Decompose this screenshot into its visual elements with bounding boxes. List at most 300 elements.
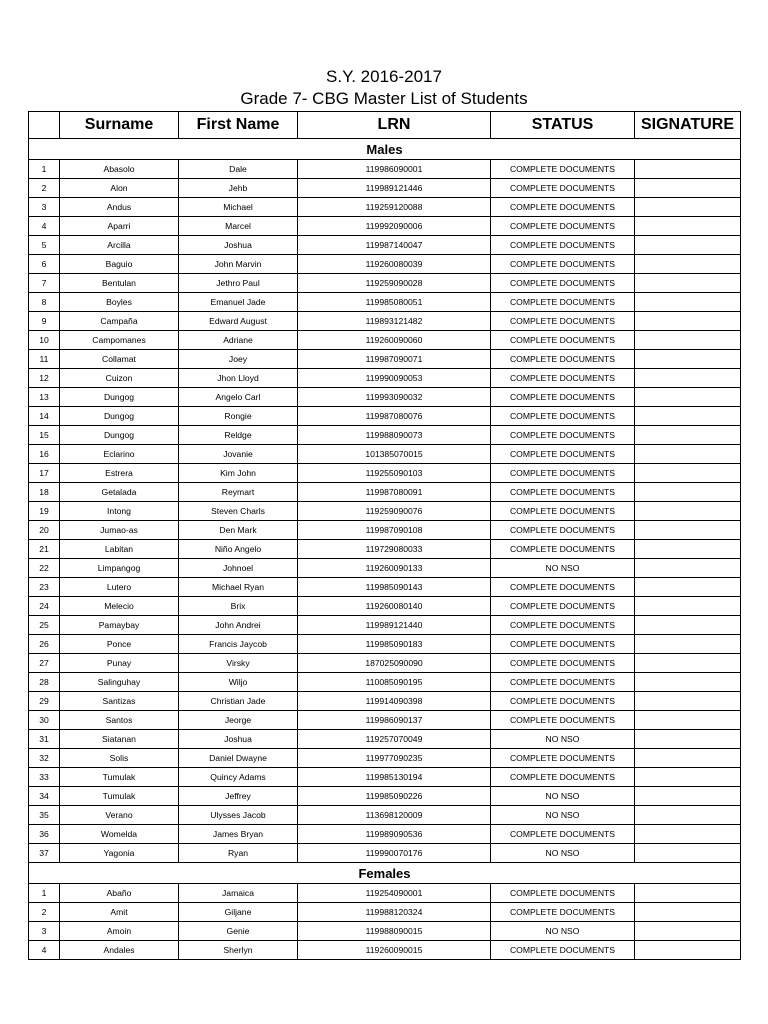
cell-lrn: 119992090006	[298, 217, 491, 236]
table-row	[29, 312, 741, 331]
cell-number: 12	[29, 369, 60, 388]
cell-first-name: Emanuel Jade	[179, 293, 298, 312]
cell-lrn: 119986090001	[298, 160, 491, 179]
cell-status: COMPLETE DOCUMENTS	[491, 293, 635, 312]
cell-surname: Campaña	[60, 312, 179, 331]
cell-number: 1	[29, 884, 60, 903]
section-row-males	[29, 139, 741, 160]
cell-number: 11	[29, 350, 60, 369]
cell-lrn: 119993090032	[298, 388, 491, 407]
cell-number: 16	[29, 445, 60, 464]
cell-number: 27	[29, 654, 60, 673]
cell-first-name: Christian Jade	[179, 692, 298, 711]
cell-surname: Dungog	[60, 426, 179, 445]
cell-lrn: 119260090133	[298, 559, 491, 578]
cell-signature	[635, 331, 741, 350]
cell-lrn: 119987090071	[298, 350, 491, 369]
cell-signature	[635, 426, 741, 445]
table-row	[29, 445, 741, 464]
cell-lrn: 113698120009	[298, 806, 491, 825]
cell-status: COMPLETE DOCUMENTS	[491, 255, 635, 274]
cell-first-name: Steven Charls	[179, 502, 298, 521]
table-row	[29, 941, 741, 960]
cell-status: COMPLETE DOCUMENTS	[491, 578, 635, 597]
table-row	[29, 502, 741, 521]
cell-signature	[635, 483, 741, 502]
cell-number: 34	[29, 787, 60, 806]
cell-lrn: 119260080039	[298, 255, 491, 274]
table-row	[29, 730, 741, 749]
cell-number: 37	[29, 844, 60, 863]
table-row	[29, 597, 741, 616]
table-row	[29, 521, 741, 540]
cell-signature	[635, 749, 741, 768]
cell-first-name: Niño Angelo	[179, 540, 298, 559]
cell-lrn: 187025090090	[298, 654, 491, 673]
table-row	[29, 635, 741, 654]
cell-lrn: 101385070015	[298, 445, 491, 464]
cell-first-name: Adriane	[179, 331, 298, 350]
cell-number: 1	[29, 160, 60, 179]
cell-status: COMPLETE DOCUMENTS	[491, 426, 635, 445]
table-row	[29, 787, 741, 806]
cell-lrn: 119988090015	[298, 922, 491, 941]
col-header-status: STATUS	[491, 112, 635, 139]
cell-first-name: Den Mark	[179, 521, 298, 540]
col-header-first-name: First Name	[179, 112, 298, 139]
cell-status: COMPLETE DOCUMENTS	[491, 179, 635, 198]
cell-status: COMPLETE DOCUMENTS	[491, 521, 635, 540]
cell-first-name: John Andrei	[179, 616, 298, 635]
cell-lrn: 119985090183	[298, 635, 491, 654]
cell-number: 13	[29, 388, 60, 407]
cell-status: COMPLETE DOCUMENTS	[491, 445, 635, 464]
cell-first-name: James Bryan	[179, 825, 298, 844]
table-row	[29, 293, 741, 312]
cell-surname: Amit	[60, 903, 179, 922]
cell-signature	[635, 198, 741, 217]
cell-signature	[635, 236, 741, 255]
cell-status: NO NSO	[491, 730, 635, 749]
cell-surname: Aparri	[60, 217, 179, 236]
master-list-title: Grade 7- CBG Master List of Students	[240, 89, 528, 108]
cell-number: 24	[29, 597, 60, 616]
school-year-title: S.Y. 2016-2017	[326, 67, 442, 86]
table-row	[29, 350, 741, 369]
cell-signature	[635, 350, 741, 369]
cell-number: 30	[29, 711, 60, 730]
table-row	[29, 407, 741, 426]
table-row	[29, 692, 741, 711]
cell-surname: Yagonia	[60, 844, 179, 863]
cell-status: COMPLETE DOCUMENTS	[491, 749, 635, 768]
cell-number: 21	[29, 540, 60, 559]
cell-signature	[635, 502, 741, 521]
cell-surname: Campomanes	[60, 331, 179, 350]
cell-first-name: Wiljo	[179, 673, 298, 692]
cell-surname: Baguio	[60, 255, 179, 274]
cell-number: 9	[29, 312, 60, 331]
cell-signature	[635, 255, 741, 274]
table-row	[29, 369, 741, 388]
cell-number: 29	[29, 692, 60, 711]
cell-first-name: Ryan	[179, 844, 298, 863]
cell-first-name: Reymart	[179, 483, 298, 502]
cell-surname: Siatanan	[60, 730, 179, 749]
cell-first-name: Reldge	[179, 426, 298, 445]
table-row	[29, 922, 741, 941]
cell-number: 2	[29, 903, 60, 922]
cell-status: NO NSO	[491, 844, 635, 863]
cell-signature	[635, 293, 741, 312]
cell-lrn: 119985090143	[298, 578, 491, 597]
table-row	[29, 654, 741, 673]
cell-surname: Ponce	[60, 635, 179, 654]
cell-signature	[635, 407, 741, 426]
cell-number: 28	[29, 673, 60, 692]
table-row	[29, 255, 741, 274]
cell-first-name: Joshua	[179, 730, 298, 749]
cell-status: COMPLETE DOCUMENTS	[491, 331, 635, 350]
cell-status: COMPLETE DOCUMENTS	[491, 236, 635, 255]
table-row	[29, 806, 741, 825]
cell-surname: Cuizon	[60, 369, 179, 388]
cell-signature	[635, 217, 741, 236]
cell-lrn: 119259120088	[298, 198, 491, 217]
cell-lrn: 119990090053	[298, 369, 491, 388]
cell-surname: Boyles	[60, 293, 179, 312]
table-row	[29, 388, 741, 407]
cell-status: COMPLETE DOCUMENTS	[491, 312, 635, 331]
table-row	[29, 711, 741, 730]
cell-status: COMPLETE DOCUMENTS	[491, 597, 635, 616]
cell-number: 15	[29, 426, 60, 445]
cell-first-name: Joshua	[179, 236, 298, 255]
cell-status: COMPLETE DOCUMENTS	[491, 483, 635, 502]
cell-surname: Tumulak	[60, 787, 179, 806]
cell-surname: Tumulak	[60, 768, 179, 787]
cell-first-name: Jethro Paul	[179, 274, 298, 293]
cell-status: COMPLETE DOCUMENTS	[491, 502, 635, 521]
cell-surname: Abaño	[60, 884, 179, 903]
cell-surname: Womelda	[60, 825, 179, 844]
cell-surname: Punay	[60, 654, 179, 673]
cell-status: COMPLETE DOCUMENTS	[491, 635, 635, 654]
cell-first-name: Daniel Dwayne	[179, 749, 298, 768]
cell-surname: Santos	[60, 711, 179, 730]
cell-surname: Solis	[60, 749, 179, 768]
cell-lrn: 119987080091	[298, 483, 491, 502]
cell-lrn: 119987080076	[298, 407, 491, 426]
cell-surname: Pamaybay	[60, 616, 179, 635]
cell-first-name: Jhon Lloyd	[179, 369, 298, 388]
cell-first-name: Michael	[179, 198, 298, 217]
cell-lrn: 119260090060	[298, 331, 491, 350]
cell-surname: Getalada	[60, 483, 179, 502]
cell-surname: Alon	[60, 179, 179, 198]
header-row	[29, 112, 741, 139]
table-row	[29, 179, 741, 198]
table-row	[29, 217, 741, 236]
table-row	[29, 540, 741, 559]
cell-surname: Bentulan	[60, 274, 179, 293]
cell-number: 14	[29, 407, 60, 426]
cell-surname: Abasolo	[60, 160, 179, 179]
section-row-females	[29, 863, 741, 884]
cell-surname: Andus	[60, 198, 179, 217]
cell-status: COMPLETE DOCUMENTS	[491, 825, 635, 844]
cell-first-name: Genie	[179, 922, 298, 941]
cell-signature	[635, 445, 741, 464]
col-header-number	[29, 112, 60, 139]
cell-lrn: 119988090073	[298, 426, 491, 445]
table-row	[29, 673, 741, 692]
cell-surname: Andales	[60, 941, 179, 960]
cell-lrn: 119259090076	[298, 502, 491, 521]
cell-first-name: Ulysses Jacob	[179, 806, 298, 825]
table-row	[29, 331, 741, 350]
table-row	[29, 483, 741, 502]
table-body	[29, 139, 741, 960]
cell-signature	[635, 825, 741, 844]
table-row	[29, 426, 741, 445]
table-row	[29, 559, 741, 578]
cell-surname: Melecio	[60, 597, 179, 616]
cell-number: 20	[29, 521, 60, 540]
cell-lrn: 119987090108	[298, 521, 491, 540]
cell-status: COMPLETE DOCUMENTS	[491, 673, 635, 692]
cell-first-name: John Marvin	[179, 255, 298, 274]
cell-first-name: Edward August	[179, 312, 298, 331]
cell-signature	[635, 903, 741, 922]
cell-surname: Salinguhay	[60, 673, 179, 692]
cell-lrn: 110085090195	[298, 673, 491, 692]
cell-signature	[635, 711, 741, 730]
cell-first-name: Rongie	[179, 407, 298, 426]
cell-status: COMPLETE DOCUMENTS	[491, 274, 635, 293]
cell-surname: Intong	[60, 502, 179, 521]
cell-number: 8	[29, 293, 60, 312]
cell-signature	[635, 692, 741, 711]
cell-signature	[635, 616, 741, 635]
cell-status: COMPLETE DOCUMENTS	[491, 369, 635, 388]
cell-surname: Jumao-as	[60, 521, 179, 540]
cell-number: 25	[29, 616, 60, 635]
table-row	[29, 844, 741, 863]
cell-first-name: Angelo Carl	[179, 388, 298, 407]
cell-signature	[635, 312, 741, 331]
cell-signature	[635, 464, 741, 483]
cell-first-name: Johnoel	[179, 559, 298, 578]
cell-signature	[635, 274, 741, 293]
cell-status: COMPLETE DOCUMENTS	[491, 388, 635, 407]
table-row	[29, 884, 741, 903]
cell-status: COMPLETE DOCUMENTS	[491, 616, 635, 635]
cell-lrn: 119260090015	[298, 941, 491, 960]
cell-lrn: 119985090226	[298, 787, 491, 806]
cell-number: 17	[29, 464, 60, 483]
cell-number: 6	[29, 255, 60, 274]
cell-status: COMPLETE DOCUMENTS	[491, 941, 635, 960]
cell-signature	[635, 540, 741, 559]
cell-lrn: 119260080140	[298, 597, 491, 616]
cell-surname: Verano	[60, 806, 179, 825]
cell-first-name: Giljane	[179, 903, 298, 922]
cell-lrn: 119989121446	[298, 179, 491, 198]
cell-number: 2	[29, 179, 60, 198]
cell-number: 10	[29, 331, 60, 350]
cell-status: NO NSO	[491, 922, 635, 941]
cell-status: COMPLETE DOCUMENTS	[491, 540, 635, 559]
cell-status: COMPLETE DOCUMENTS	[491, 217, 635, 236]
cell-signature	[635, 160, 741, 179]
cell-status: COMPLETE DOCUMENTS	[491, 903, 635, 922]
table-row	[29, 198, 741, 217]
cell-status: COMPLETE DOCUMENTS	[491, 464, 635, 483]
cell-lrn: 119985130194	[298, 768, 491, 787]
cell-status: NO NSO	[491, 806, 635, 825]
cell-surname: Collamat	[60, 350, 179, 369]
cell-number: 19	[29, 502, 60, 521]
cell-surname: Dungog	[60, 407, 179, 426]
cell-lrn: 119986090137	[298, 711, 491, 730]
table-row	[29, 236, 741, 255]
col-header-surname: Surname	[60, 112, 179, 139]
section-label: Males	[29, 139, 741, 160]
cell-signature	[635, 578, 741, 597]
cell-status: COMPLETE DOCUMENTS	[491, 711, 635, 730]
cell-signature	[635, 654, 741, 673]
cell-surname: Labitan	[60, 540, 179, 559]
cell-signature	[635, 521, 741, 540]
cell-number: 4	[29, 941, 60, 960]
cell-first-name: Jehb	[179, 179, 298, 198]
cell-number: 22	[29, 559, 60, 578]
cell-lrn: 119987140047	[298, 236, 491, 255]
cell-lrn: 119989090536	[298, 825, 491, 844]
cell-lrn: 119914090398	[298, 692, 491, 711]
table-row	[29, 160, 741, 179]
cell-number: 26	[29, 635, 60, 654]
cell-signature	[635, 369, 741, 388]
cell-signature	[635, 787, 741, 806]
cell-status: COMPLETE DOCUMENTS	[491, 160, 635, 179]
cell-signature	[635, 768, 741, 787]
cell-signature	[635, 884, 741, 903]
table-row	[29, 464, 741, 483]
cell-status: COMPLETE DOCUMENTS	[491, 654, 635, 673]
col-header-lrn: LRN	[298, 112, 491, 139]
cell-first-name: Jovanie	[179, 445, 298, 464]
cell-status: NO NSO	[491, 559, 635, 578]
cell-surname: Lutero	[60, 578, 179, 597]
cell-surname: Dungog	[60, 388, 179, 407]
table-row	[29, 825, 741, 844]
cell-first-name: Dale	[179, 160, 298, 179]
section-label: Females	[29, 863, 741, 884]
cell-lrn: 119255090103	[298, 464, 491, 483]
cell-first-name: Brix	[179, 597, 298, 616]
cell-status: COMPLETE DOCUMENTS	[491, 692, 635, 711]
cell-status: COMPLETE DOCUMENTS	[491, 350, 635, 369]
cell-number: 32	[29, 749, 60, 768]
cell-surname: Santizas	[60, 692, 179, 711]
cell-surname: Limpangog	[60, 559, 179, 578]
cell-first-name: Michael Ryan	[179, 578, 298, 597]
cell-status: COMPLETE DOCUMENTS	[491, 884, 635, 903]
cell-signature	[635, 388, 741, 407]
cell-surname: Estrera	[60, 464, 179, 483]
cell-number: 35	[29, 806, 60, 825]
cell-signature	[635, 635, 741, 654]
cell-number: 5	[29, 236, 60, 255]
col-header-signature: SIGNATURE	[635, 112, 741, 139]
cell-lrn: 119729080033	[298, 540, 491, 559]
cell-status: NO NSO	[491, 787, 635, 806]
cell-signature	[635, 806, 741, 825]
cell-first-name: Sherlyn	[179, 941, 298, 960]
cell-surname: Arcilla	[60, 236, 179, 255]
cell-surname: Amoin	[60, 922, 179, 941]
cell-lrn: 119254090001	[298, 884, 491, 903]
table-row	[29, 274, 741, 293]
table-row	[29, 749, 741, 768]
cell-signature	[635, 179, 741, 198]
cell-lrn: 119989121440	[298, 616, 491, 635]
table-row	[29, 578, 741, 597]
table-row	[29, 616, 741, 635]
cell-status: COMPLETE DOCUMENTS	[491, 768, 635, 787]
cell-number: 3	[29, 922, 60, 941]
cell-surname: Eclarino	[60, 445, 179, 464]
cell-first-name: Jeorge	[179, 711, 298, 730]
cell-first-name: Kim John	[179, 464, 298, 483]
cell-first-name: Virsky	[179, 654, 298, 673]
master-list-table	[28, 111, 741, 960]
cell-lrn: 119985080051	[298, 293, 491, 312]
cell-first-name: Jeffrey	[179, 787, 298, 806]
cell-lrn: 119977090235	[298, 749, 491, 768]
cell-signature	[635, 922, 741, 941]
cell-first-name: Jamaica	[179, 884, 298, 903]
cell-number: 7	[29, 274, 60, 293]
cell-signature	[635, 597, 741, 616]
cell-lrn: 119259090028	[298, 274, 491, 293]
cell-signature	[635, 673, 741, 692]
table-row	[29, 768, 741, 787]
table-row	[29, 903, 741, 922]
cell-number: 4	[29, 217, 60, 236]
cell-number: 3	[29, 198, 60, 217]
cell-first-name: Marcel	[179, 217, 298, 236]
cell-number: 33	[29, 768, 60, 787]
cell-lrn: 119988120324	[298, 903, 491, 922]
cell-first-name: Quincy Adams	[179, 768, 298, 787]
cell-signature	[635, 941, 741, 960]
cell-lrn: 119257070049	[298, 730, 491, 749]
cell-first-name: Joey	[179, 350, 298, 369]
cell-number: 18	[29, 483, 60, 502]
cell-number: 31	[29, 730, 60, 749]
cell-first-name: Francis Jaycob	[179, 635, 298, 654]
cell-lrn: 119893121482	[298, 312, 491, 331]
cell-number: 23	[29, 578, 60, 597]
cell-number: 36	[29, 825, 60, 844]
cell-lrn: 119990070176	[298, 844, 491, 863]
cell-signature	[635, 730, 741, 749]
cell-status: COMPLETE DOCUMENTS	[491, 407, 635, 426]
cell-signature	[635, 559, 741, 578]
